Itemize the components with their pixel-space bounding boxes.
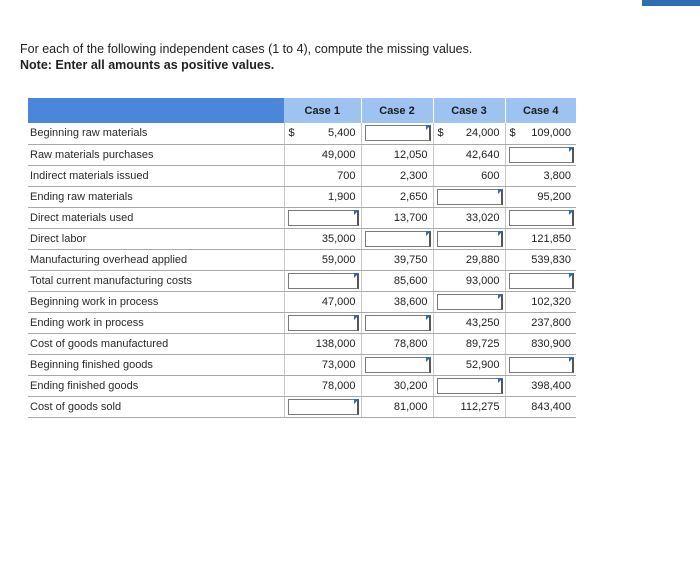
cell-content [286, 229, 360, 248]
given-value: 237,800 [531, 316, 571, 329]
cell-content [435, 313, 504, 332]
given-value: 78,800 [393, 337, 428, 350]
answer-input[interactable] [365, 125, 431, 141]
given-value: 93,000 [465, 274, 500, 287]
answer-input[interactable] [288, 315, 359, 331]
header-case-4: Case 4 [505, 98, 576, 123]
table-row [28, 228, 576, 249]
answer-input[interactable] [509, 147, 575, 163]
table-row [28, 354, 576, 375]
case-4-cell [505, 186, 576, 207]
given-value: 843,400 [531, 400, 571, 413]
row-label: Raw materials purchases [28, 144, 284, 165]
case-3-cell [433, 186, 505, 207]
given-value: 109,000 [531, 127, 571, 140]
case-1-cell [284, 270, 361, 291]
table-row [28, 270, 576, 291]
answer-input[interactable] [365, 231, 431, 247]
cell-content [435, 208, 504, 227]
cell-content [363, 271, 432, 290]
table-row [28, 144, 576, 165]
given-value: 29,880 [465, 253, 500, 266]
cell-content [363, 355, 432, 374]
top-accent-bar [642, 0, 700, 6]
case-1-cell [284, 396, 361, 417]
cell-content [363, 313, 432, 332]
table-row [28, 312, 576, 333]
cell-content [435, 124, 504, 143]
case-4-cell [505, 291, 576, 312]
given-value: 102,320 [531, 295, 571, 308]
cell-content [286, 313, 360, 332]
table-row [28, 123, 576, 144]
case-3-cell [433, 249, 505, 270]
given-value: 13,700 [393, 211, 428, 224]
given-value: 47,000 [321, 295, 356, 308]
given-value: 600 [481, 169, 500, 182]
given-value: 73,000 [321, 358, 356, 371]
answer-input[interactable] [288, 210, 359, 226]
row-label: Cost of goods manufactured [28, 333, 284, 354]
case-3-cell [433, 270, 505, 291]
given-value: 830,900 [531, 337, 571, 350]
case-4-cell [505, 375, 576, 396]
case-2-cell [361, 123, 433, 144]
case-3-cell [433, 312, 505, 333]
cell-content [507, 166, 576, 185]
given-value: 49,000 [321, 148, 356, 161]
cell-content [435, 166, 504, 185]
case-2-cell [361, 375, 433, 396]
given-value: 95,200 [537, 190, 571, 203]
case-3-cell [433, 165, 505, 186]
case-1-cell [284, 207, 361, 228]
cell-content [507, 313, 576, 332]
instruction-text: For each of the following independent cases (1 to 4), compute the missing values. [20, 42, 473, 56]
case-3-cell [433, 144, 505, 165]
row-label: Beginning raw materials [28, 123, 284, 144]
dollar-sign: $ [437, 127, 444, 140]
cell-content [363, 187, 432, 206]
case-4-cell [505, 270, 576, 291]
case-3-cell [433, 375, 505, 396]
cell-content [435, 397, 504, 416]
cell-content [435, 292, 504, 311]
case-3-cell [433, 123, 505, 144]
cell-content [363, 229, 432, 248]
case-1-cell [284, 144, 361, 165]
header-label-cell [28, 98, 284, 123]
case-2-cell [361, 333, 433, 354]
cell-content [507, 124, 576, 143]
answer-input[interactable] [288, 273, 359, 289]
cell-content [286, 166, 360, 185]
case-4-cell [505, 207, 576, 228]
answer-input[interactable] [509, 273, 575, 289]
cell-content [363, 292, 432, 311]
given-value: 81,000 [393, 400, 428, 413]
row-label: Ending raw materials [28, 186, 284, 207]
given-value: 539,830 [531, 253, 571, 266]
cell-content [286, 376, 360, 395]
answer-input[interactable] [365, 315, 431, 331]
cell-content [435, 187, 504, 206]
case-3-cell [433, 291, 505, 312]
header-case-3: Case 3 [433, 98, 505, 123]
case-1-cell [284, 291, 361, 312]
table-row [28, 333, 576, 354]
cell-content [363, 376, 432, 395]
answer-input[interactable] [437, 294, 503, 310]
given-value: 121,850 [531, 232, 571, 245]
cell-content [286, 145, 360, 164]
case-2-cell [361, 270, 433, 291]
cell-content [435, 229, 504, 248]
cell-content [507, 376, 576, 395]
given-value: 42,640 [465, 148, 500, 161]
case-4-cell [505, 249, 576, 270]
row-label: Ending finished goods [28, 375, 284, 396]
answer-input[interactable] [509, 210, 575, 226]
case-4-cell [505, 228, 576, 249]
row-label: Ending work in process [28, 312, 284, 333]
case-3-cell [433, 207, 505, 228]
cell-content [507, 397, 576, 416]
case-3-cell [433, 396, 505, 417]
cell-content [286, 124, 360, 143]
cell-content [286, 250, 360, 269]
cell-content [286, 271, 360, 290]
cell-content [363, 124, 432, 143]
row-label: Cost of goods sold [28, 396, 284, 417]
case-4-cell [505, 165, 576, 186]
given-value: 5,400 [327, 127, 356, 140]
given-value: 30,200 [393, 379, 428, 392]
cell-content [363, 166, 432, 185]
case-1-cell [284, 333, 361, 354]
table-header-row [28, 98, 576, 123]
cell-content [507, 229, 576, 248]
case-1-cell [284, 375, 361, 396]
case-4-cell [505, 144, 576, 165]
case-2-cell [361, 207, 433, 228]
cell-content [435, 355, 504, 374]
cell-content [286, 292, 360, 311]
cell-content [435, 376, 504, 395]
case-4-cell [505, 312, 576, 333]
row-label: Indirect materials issued [28, 165, 284, 186]
cell-content [435, 271, 504, 290]
cell-content [363, 208, 432, 227]
table-row [28, 165, 576, 186]
given-value: 33,020 [465, 211, 500, 224]
answer-input[interactable] [365, 357, 431, 373]
case-3-cell [433, 228, 505, 249]
given-value: 39,750 [393, 253, 428, 266]
cell-content [363, 397, 432, 416]
case-1-cell [284, 165, 361, 186]
cell-content [507, 271, 576, 290]
row-label: Manufacturing overhead applied [28, 249, 284, 270]
case-3-cell [433, 354, 505, 375]
cell-content [286, 208, 360, 227]
case-1-cell [284, 249, 361, 270]
given-value: 1,900 [327, 190, 356, 203]
answer-input[interactable] [437, 189, 503, 205]
answer-input[interactable] [437, 378, 503, 394]
given-value: 2,300 [399, 169, 428, 182]
case-2-cell [361, 186, 433, 207]
instruction-note: Note: Enter all amounts as positive values. [20, 58, 275, 72]
given-value: 43,250 [465, 316, 500, 329]
dollar-sign: $ [509, 127, 516, 140]
cell-content [435, 250, 504, 269]
given-value: 85,600 [393, 274, 428, 287]
case-4-cell [505, 123, 576, 144]
dollar-sign: $ [288, 127, 295, 140]
row-label: Direct materials used [28, 207, 284, 228]
case-3-cell [433, 333, 505, 354]
case-2-cell [361, 312, 433, 333]
cell-content [363, 145, 432, 164]
cell-content [507, 208, 576, 227]
given-value: 112,275 [460, 400, 500, 413]
given-value: 138,000 [315, 337, 356, 350]
case-2-cell [361, 291, 433, 312]
case-2-cell [361, 228, 433, 249]
case-2-cell [361, 396, 433, 417]
given-value: 700 [337, 169, 356, 182]
table-row [28, 249, 576, 270]
case-2-cell [361, 249, 433, 270]
case-1-cell [284, 186, 361, 207]
cell-content [286, 334, 360, 353]
table-row [28, 375, 576, 396]
table-row [28, 291, 576, 312]
case-4-cell [505, 354, 576, 375]
cell-content [286, 355, 360, 374]
case-1-cell [284, 228, 361, 249]
cell-content [507, 292, 576, 311]
row-label: Beginning work in process [28, 291, 284, 312]
answer-input[interactable] [288, 399, 359, 415]
given-value: 24,000 [465, 127, 500, 140]
case-1-cell [284, 312, 361, 333]
given-value: 59,000 [321, 253, 356, 266]
cell-content [507, 187, 576, 206]
cost-table [28, 98, 576, 418]
header-case-1: Case 1 [284, 98, 361, 123]
given-value: 38,600 [393, 295, 428, 308]
table-row [28, 396, 576, 417]
case-1-cell [284, 354, 361, 375]
given-value: 12,050 [393, 148, 428, 161]
question-instructions [20, 41, 660, 73]
case-2-cell [361, 144, 433, 165]
cell-content [363, 250, 432, 269]
cell-content [507, 334, 576, 353]
case-2-cell [361, 354, 433, 375]
answer-input[interactable] [509, 357, 575, 373]
cell-content [363, 334, 432, 353]
cell-content [286, 187, 360, 206]
row-label: Direct labor [28, 228, 284, 249]
cell-content [507, 250, 576, 269]
given-value: 3,800 [543, 169, 571, 182]
case-1-cell [284, 123, 361, 144]
row-label: Beginning finished goods [28, 354, 284, 375]
given-value: 52,900 [465, 358, 500, 371]
given-value: 2,650 [399, 190, 428, 203]
cell-content [435, 145, 504, 164]
answer-input[interactable] [437, 231, 503, 247]
table-row [28, 186, 576, 207]
cell-content [507, 145, 576, 164]
given-value: 35,000 [321, 232, 356, 245]
cell-content [507, 355, 576, 374]
row-label: Total current manufacturing costs [28, 270, 284, 291]
given-value: 78,000 [321, 379, 356, 392]
table-row [28, 207, 576, 228]
case-4-cell [505, 396, 576, 417]
given-value: 398,400 [531, 379, 571, 392]
given-value: 89,725 [465, 337, 500, 350]
case-2-cell [361, 165, 433, 186]
cell-content [286, 397, 360, 416]
header-case-2: Case 2 [361, 98, 433, 123]
cell-content [435, 334, 504, 353]
case-4-cell [505, 333, 576, 354]
